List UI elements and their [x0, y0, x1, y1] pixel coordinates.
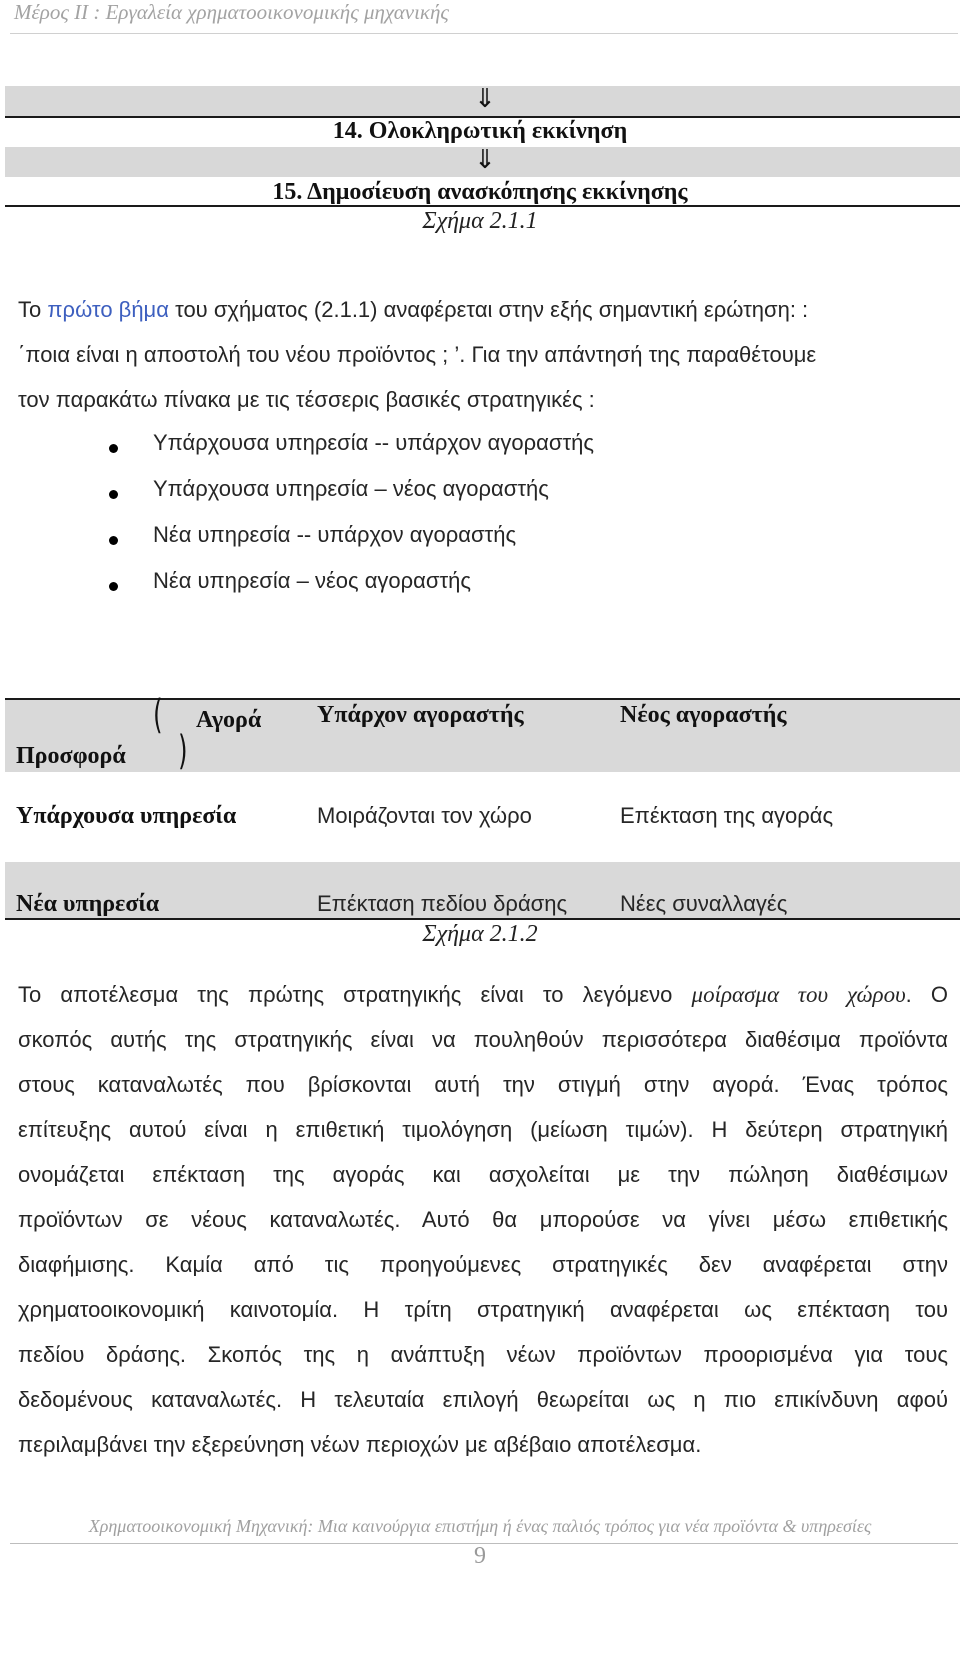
matrix-market-label: Αγορά: [196, 707, 262, 733]
body-paragraph: [18, 972, 948, 1467]
body-line-1: [18, 972, 948, 1017]
body-line-8: χρηματοοικονομική καινοτομία. Η τρίτη στρατηγική αναφέρεται ως επέκταση του: [18, 1297, 948, 1322]
running-header: Μέρος ΙΙ : Εργαλεία χρηματοοικονομικής μηχανικής: [14, 0, 449, 24]
intro-line-2: ΄ποια είναι η αποστολή του νέου προϊόντος ; ’. Για την απάντησή της παραθέτουμε: [18, 342, 817, 367]
list-item-text: Υπάρχουσα υπηρεσία -- υπάρχον αγοραστής: [153, 430, 594, 455]
flow-step-14: 14. Ολοκληρωτική εκκίνηση: [332, 118, 628, 144]
matrix-bottom-rule: [5, 918, 960, 920]
body-line-11: περιλαμβάνει την εξερεύνηση νέων περιοχών με αβέβαιο αποτέλεσμα.: [18, 1432, 702, 1457]
bullet-icon: [109, 582, 118, 591]
down-arrow-icon: ⇓: [474, 84, 496, 114]
matrix-row-existing-service: Υπάρχουσα υπηρεσία: [16, 803, 237, 829]
body-emphasis: μοίρασμα του χώρου: [691, 982, 906, 1007]
intro-line-3: τον παρακάτω πίνακα με τις τέσσερις βασικές στρατηγικές :: [18, 387, 595, 412]
down-arrow-icon: ⇓: [474, 145, 496, 175]
body-line-4: επίτευξης αυτού είναι η επιθετική τιμολόγηση (μείωση τιμών). Η δεύτερη στρατηγική: [18, 1117, 948, 1142]
matrix-cell: Επέκταση πεδίου δράσης: [317, 891, 568, 916]
body-line-10: δεδομένους καταναλωτές. Η τελευταία επιλογή θεωρείται ως η πιο επικίνδυνη αφού: [18, 1387, 948, 1412]
intro-paragraph: [18, 287, 948, 422]
body-line-6: προϊόντων σε νέους καταναλωτές. Αυτό θα μπορούσε να γίνει μέσω επιθετικής: [18, 1207, 948, 1232]
body-text: Το αποτέλεσμα της πρώτης στρατηγικής είναι το λεγόμενο: [18, 982, 692, 1007]
matrix-row-new-service: Νέα υπηρεσία: [16, 891, 160, 917]
matrix-col-existing-buyer: Υπάρχον αγοραστής: [317, 702, 524, 728]
bullet-icon: [109, 536, 118, 545]
figure-caption-1: Σχήμα 2.1.1: [422, 208, 538, 234]
first-step-link[interactable]: πρώτο βήμα: [47, 297, 169, 322]
figure-caption-2: Σχήμα 2.1.2: [422, 921, 538, 947]
matrix-col-new-buyer: Νέος αγοραστής: [620, 702, 787, 728]
list-item-text: Νέα υπηρεσία – νέος αγοραστής: [153, 568, 471, 593]
matrix-cell: Νέες συναλλαγές: [620, 891, 788, 916]
body-line-3: στους καταναλωτές που βρίσκονται αυτή την στιγμή στην αγορά. Ένας τρόπος: [18, 1072, 948, 1097]
bullet-icon: [109, 444, 118, 453]
body-line-2: σκοπός αυτής της στρατηγικής είναι να πουληθούν περισσότερα διαθέσιμα προϊόντα: [18, 1027, 948, 1052]
page-number: 9: [474, 1543, 486, 1569]
body-line-9: πεδίου δράσης. Σκοπός της η ανάπτυξη νέων προϊόντων προορισμένα για τους: [18, 1342, 948, 1367]
matrix-offer-label: Προσφορά: [16, 743, 126, 769]
body-line-5: ονομάζεται επέκταση της αγοράς και ασχολείται με την πώληση διαθέσιμων: [18, 1162, 948, 1187]
bracket-close: ): [178, 728, 188, 774]
list-item-text: Νέα υπηρεσία -- υπάρχον αγοραστής: [153, 522, 517, 547]
flow-step-15: 15. Δημοσίευση ανασκόπησης εκκίνησης: [272, 179, 688, 205]
body-text: . Ο: [905, 982, 948, 1007]
body-line-7: διαφήμισης. Καμία από τις προηγούμενες στρατηγικές δεν αναφέρεται στην: [18, 1252, 948, 1277]
matrix-cell: Επέκταση της αγοράς: [620, 803, 834, 828]
bullet-icon: [109, 490, 118, 499]
list-item-text: Υπάρχουσα υπηρεσία – νέος αγοραστής: [153, 476, 549, 501]
bracket-open: (: [153, 692, 163, 738]
header-rule: [10, 33, 958, 34]
intro-line-1: [18, 287, 948, 332]
intro-text: Το: [18, 297, 48, 322]
matrix-cell: Μοιράζονται τον χώρο: [317, 803, 532, 828]
running-footer: Χρηματοοικονομική Μηχανική: Μια καινούργια επιστήμη ή ένας παλιός τρόπος για νέα προϊόντα & υπηρεσίες: [88, 1516, 872, 1536]
intro-text: του σχήματος (2.1.1) αναφέρεται στην εξής σημαντική ερώτηση: :: [168, 297, 809, 322]
